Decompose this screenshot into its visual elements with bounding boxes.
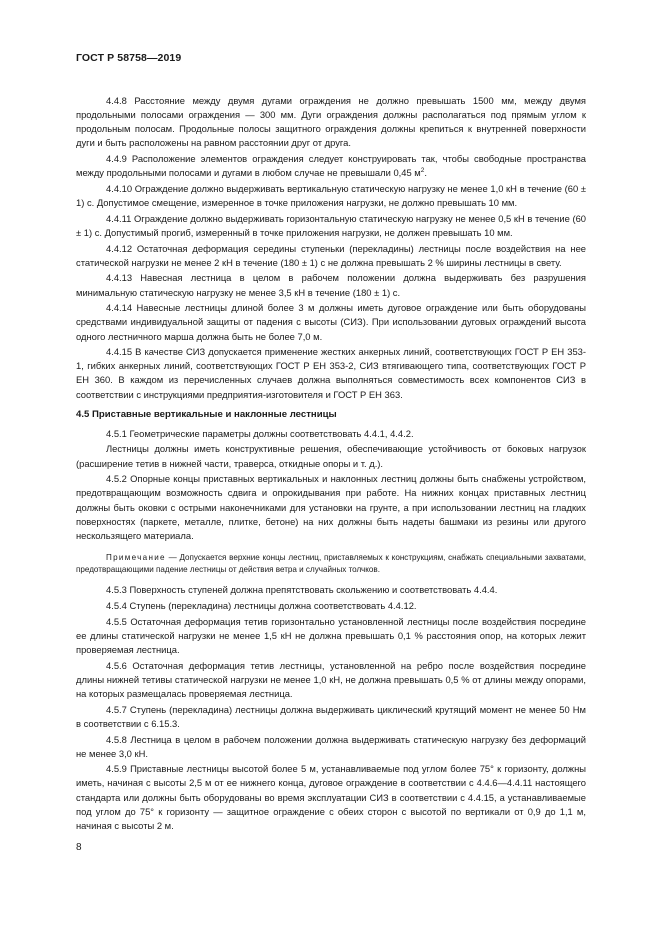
clause-4-5-8: 4.5.8 Лестница в целом в рабочем положении должна выдерживать статическую нагрузку без деформаций не менее 3,0 кН. <box>76 733 586 759</box>
clause-4-4-12: 4.4.12 Остаточная деформация середины ступеньки (перекладины) лестницы после воздействия на нее статической нагрузки не менее 2 кН в течение (180 ± 1) с не должна превышать 2 % ширины лестницы в свету. <box>76 242 586 268</box>
page-number: 8 <box>76 842 82 853</box>
clause-4-4-8: 4.4.8 Расстояние между двумя дугами ограждения не должно превышать 1500 мм, между двумя продольными полосами ограждения — 300 мм. Дуги ограждения должны располагаться под прямым углом к продольным полосам. Продольные полосы защитного ограждения должны крепиться к внутренней поверхности дуги и быть расположены на равном расстоянии друг от друга. <box>76 95 586 149</box>
clause-4-4-9-text: 4.4.9 Расположение элементов ограждения следует конструировать так, чтобы свободные пространства между продольными полосами и дугами в любом случае не превышали 0,45 м <box>76 153 586 179</box>
clause-4-5-3: 4.5.3 Поверхность ступеней должна препятствовать скольжению и соответствовать 4.4.4. <box>106 584 498 596</box>
clause-4-4-14: 4.4.14 Навесные лестницы длиной более 3 м должны иметь дуговое ограждение или быть оборудованы средствами индивидуальной защиты от падения с высоты (СИЗ). При использовании дуговых ограждений высота одного лестничного марша должна быть не более 7,0 м. <box>76 302 586 342</box>
paragraph-lateral-stability: Лестницы должны иметь конструктивные решения, обеспечивающие устойчивость от боковых нагрузок (расширение тетив в нижней части, траверса, откидные опоры и т. д.). <box>76 443 586 469</box>
clause-4-5-5: 4.5.5 Остаточная деформация тетив горизонтально установленной лестницы после воздействия посредине ее длины статической нагрузки не менее 1,5 кН не должна превышать 0,1 % расстояния опор, на которых лежит проверяемая лестница. <box>76 615 586 656</box>
superscript: 2 <box>420 167 425 175</box>
clause-4-5-1: 4.5.1 Геометрические параметры должны соответствовать 4.4.1, 4.4.2. <box>106 427 414 439</box>
document-header: ГОСТ Р 58758—2019 <box>76 52 182 64</box>
note-label: Примечание <box>106 553 166 563</box>
clause-4-5-9: 4.5.9 Приставные лестницы высотой более 5 м, устанавливаемые под углом более 75° к горизонту, должны иметь, начиная с высоты 2,5 м от ее нижнего конца, дуговое ограждение в соответствии с 4.4.6—4.4.11 настоящего стандарта или должны быть оборудованы во время эксплуатации СИЗ в соответствии с 4.4.15, а устанавливаемые под углом до 75° к горизонту — защитное ограждение с обеих сторон с высотой по вертикали от 0,9 до 1,1 м, начиная с высоты 2 м. <box>76 763 586 831</box>
clause-4-4-10: 4.4.10 Ограждение должно выдерживать вертикальную статическую нагрузку не менее 1,0 кН в течение (60 ± 1) с. Допустимое смещение, измеренное в точке приложения нагрузки, не должно превышать 10 мм. <box>76 182 586 209</box>
clause-4-5-7: 4.5.7 Ступень (перекладина) лестницы должна выдерживать циклический крутящий момент не менее 50 Нм в соответствии с 6.15.3. <box>76 703 586 729</box>
clause-4-5-2: 4.5.2 Опорные концы приставных вертикальных и наклонных лестниц должны быть снабжены устройством, предотвращающим возможность сдвига и опрокидывания при работе. На нижних концах приставных лестниц должны быть оковки с острыми наконечниками для установки на грунте, а при использовании лестниц на гладких поверхностях (паркете, металле, плитке, бетоне) на них должны быть надеты башмаки из резины или другого нескользящего материала. <box>76 473 586 541</box>
section-title: 4.5 Приставные вертикальные и наклонные лестницы <box>76 408 337 420</box>
document-body <box>76 94 586 833</box>
period: . <box>424 167 427 179</box>
clause-4-5-4: 4.5.4 Ступень (перекладина) лестницы должна соответствовать 4.4.12. <box>106 600 417 612</box>
clause-4-4-9 <box>76 152 586 180</box>
clause-4-5-6: 4.5.6 Остаточная деформация тетив лестницы, установленной на ребро после воздействия посредине длины нижней тетивы статической нагрузки не менее 1,0 кН, не должна превышать 0,5 % от длины между опорами, на которых размещалась проверяемая лестница. <box>76 659 586 700</box>
note <box>76 552 586 576</box>
clause-4-4-13: 4.4.13 Навесная лестница в целом в рабочем положении должна выдерживать без разрушения минимальную статическую нагрузку не менее 3,5 кН в течение (180 ± 1) с. <box>76 272 586 298</box>
clause-4-4-15: 4.4.15 В качестве СИЗ допускается применение жестких анкерных линий, соответствующих ГОСТ Р ЕН 353-1, гибких анкерных линий, соответствующих ГОСТ Р ЕН 353-2, СИЗ втягивающего типа, соответствующих ГОСТ Р ЕН 360. В каждом из перечисленных случаев должна выполняться совместимость всех компонентов СИЗ в соответствии с инструкциями предприятия-изготовителя и ГОСТ Р ЕН 363. <box>76 346 586 400</box>
clause-4-4-11: 4.4.11 Ограждение должно выдерживать горизонтальную статическую нагрузку не менее 0,5 кН в течение (60 ± 1) с. Допустимый прогиб, измеренный в точке приложения нагрузки, не должен превышать 10 мм. <box>76 212 586 238</box>
note-text: — Допускается верхние концы лестниц, приставляемых к конструкциям, снабжать специальными захватами, предотвращающими падение лестницы от действия ветра и случайных толчков. <box>76 553 586 575</box>
